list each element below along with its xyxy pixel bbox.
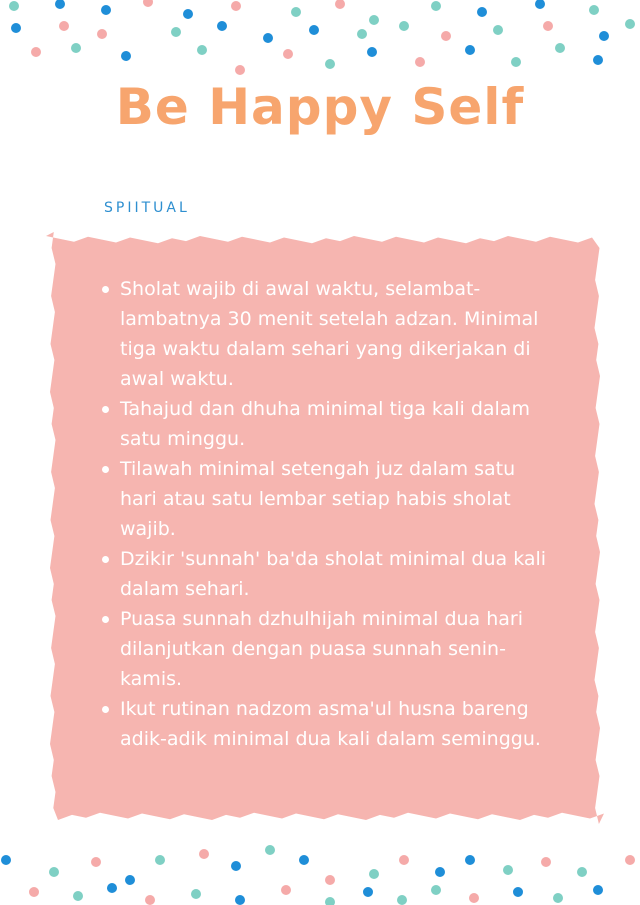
confetti-dot [265,845,275,855]
goal-item [96,394,556,454]
bullet-icon [102,556,109,563]
goal-text: Tilawah minimal setengah juz dalam satu hari atau satu lembar setiap habis sholat wajib. [120,458,516,540]
confetti-dot [477,7,487,17]
confetti-dot [625,855,635,865]
confetti-dot [415,57,425,67]
confetti-dot [235,895,245,905]
confetti-dot [309,25,319,35]
confetti-dot [357,29,367,39]
confetti-dot [217,21,227,31]
confetti-dots-top [0,0,640,80]
confetti-dot [29,887,39,897]
confetti-dot [399,855,409,865]
confetti-dot [11,23,21,33]
confetti-dot [231,1,241,11]
goal-text: Sholat wajib di awal waktu, selambat-lambatnya 30 menit setelah adzan. Minimal tiga waktu dalam sehari yang dikerjakan di awal waktu. [120,278,539,390]
confetti-dot [49,867,59,877]
confetti-dot [435,867,445,877]
confetti-dot [231,861,241,871]
confetti-dot [325,897,335,905]
confetti-dot [541,857,551,867]
confetti-dot [369,15,379,25]
goal-text: Puasa sunnah dzhulhijah minimal dua hari dilanjutkan dengan puasa sunnah senin-kamis. [120,608,523,690]
confetti-dot [543,21,553,31]
confetti-dot [397,895,407,905]
goal-item [96,544,556,604]
bullet-icon [102,466,109,473]
confetti-dot [283,49,293,59]
goal-list [96,274,556,754]
confetti-dot [493,25,503,35]
confetti-dot [577,867,587,877]
confetti-dot [145,895,155,905]
confetti-dot [291,7,301,17]
confetti-dot [101,5,111,15]
bullet-icon [102,406,109,413]
bullet-icon [102,286,109,293]
section-label: SPIITUAL [104,200,190,216]
confetti-dot [399,21,409,31]
confetti-dot [535,0,545,9]
goal-item [96,274,556,394]
goal-text: Tahajud dan dhuha minimal tiga kali dalam satu minggu. [120,398,530,450]
confetti-dot [9,1,19,11]
confetti-dot [431,1,441,11]
confetti-dot [299,855,309,865]
confetti-dot [171,27,181,37]
confetti-dot [589,5,599,15]
confetti-dot [465,45,475,55]
goal-item [96,694,556,754]
confetti-dot [431,885,441,895]
page-title: Be Happy Self [115,78,525,136]
confetti-dot [191,889,201,899]
confetti-dot [465,855,475,865]
confetti-dot [197,45,207,55]
goal-item [96,604,556,694]
confetti-dot [281,885,291,895]
confetti-dot [121,51,131,61]
confetti-dot [513,887,523,897]
confetti-dot [553,893,563,903]
confetti-dot [125,875,135,885]
confetti-dot [555,43,565,53]
confetti-dot [441,31,451,41]
confetti-dot [91,857,101,867]
confetti-dot [183,9,193,19]
confetti-dot [1,855,11,865]
confetti-dot [593,55,603,65]
confetti-dot [367,47,377,57]
confetti-dot [199,849,209,859]
confetti-dot [625,19,635,29]
confetti-dot [71,43,81,53]
goal-text: Dzikir 'sunnah' ba'da sholat minimal dua kali dalam sehari. [120,548,547,600]
confetti-dot [59,21,69,31]
confetti-dot [107,883,117,893]
confetti-dot [511,57,521,67]
confetti-dot [155,855,165,865]
confetti-dot [55,0,65,9]
confetti-dot [73,891,83,901]
confetti-dot [325,59,335,69]
confetti-dot [97,29,107,39]
confetti-dot [593,885,603,895]
confetti-dot [369,869,379,879]
confetti-dot [263,33,273,43]
confetti-dot [469,893,479,903]
goal-item [96,454,556,544]
confetti-dot [363,887,373,897]
confetti-dot [235,65,245,75]
confetti-dot [31,47,41,57]
confetti-dot [335,0,345,9]
bullet-icon [102,706,109,713]
confetti-dot [599,31,609,41]
confetti-dot [143,0,153,7]
bullet-icon [102,616,109,623]
confetti-dot [325,875,335,885]
confetti-dots-bottom [0,840,640,905]
goal-text: Ikut rutinan nadzom asma'ul husna bareng adik-adik minimal dua kali dalam seminggu. [120,698,541,750]
confetti-dot [503,865,513,875]
